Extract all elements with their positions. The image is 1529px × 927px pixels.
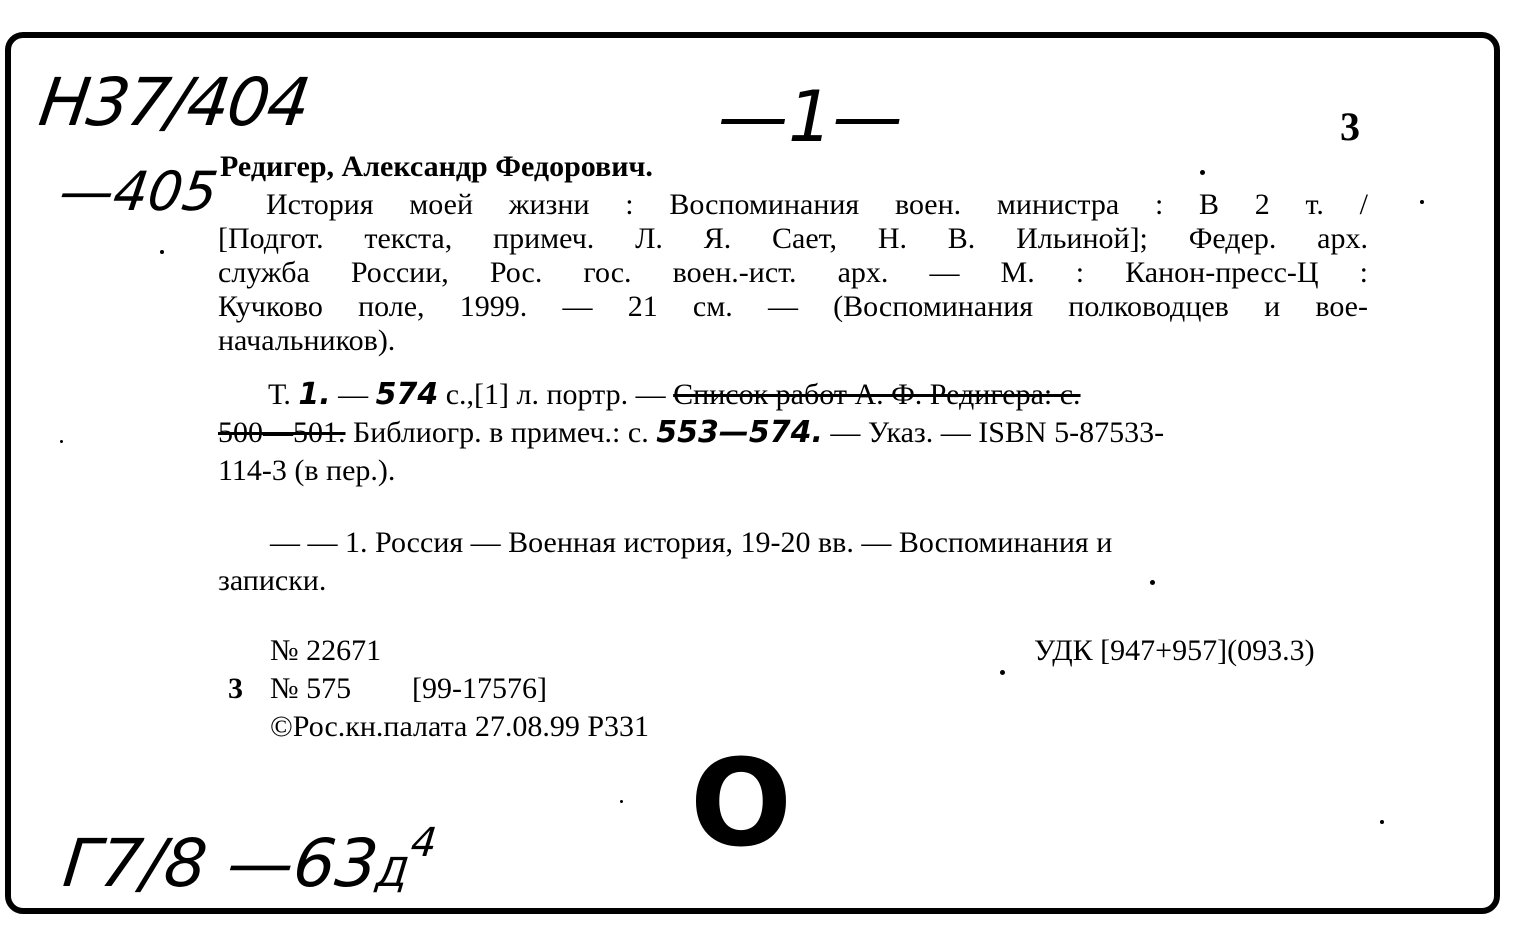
corner-number: 3 — [1340, 104, 1360, 149]
speck — [160, 250, 164, 254]
record-number-2-ref: [99-17576] — [412, 672, 547, 705]
title-line: История моей жизни : Воспоминания воен. министра : В 2 т. / — [266, 188, 1368, 221]
speck — [1000, 670, 1005, 675]
record-number-2: № 575 — [270, 672, 352, 705]
speck — [60, 440, 63, 443]
struck-text-2: 500—501. — [218, 416, 346, 449]
isbn-end: 114-3 — [218, 454, 287, 487]
handwritten-bottom-mark-sup: 4 — [408, 820, 439, 866]
speck — [1380, 820, 1384, 824]
handwritten-shelfmark-continuation: —405 — [55, 160, 222, 223]
speck — [1150, 580, 1155, 585]
udk-code: УДК [947+957](093.3) — [1034, 634, 1315, 667]
author-heading: Редигер, Александр Федорович. — [220, 150, 653, 183]
volume-pages-handwritten: 574 — [375, 377, 439, 412]
volume-line — [268, 378, 1081, 412]
handwritten-bottom-mark-main: Г7/8 —63 — [59, 825, 382, 902]
subject-line: — — 1. Россия — Военная история, 19-20 вв. — Воспоминания и — [270, 526, 1113, 559]
biblio-pages-handwritten: 553—574. — [656, 415, 823, 450]
title-line: [Подгот. текста, примеч. Л. Я. Сает, Н. В. Ильиной]; Федер. арх. — [218, 222, 1368, 255]
handwritten-card-number: —1— — [718, 76, 903, 158]
after-biblio: — Указ. — ISBN 5-87533- — [830, 416, 1165, 449]
volume-dash: — — [338, 378, 369, 411]
handwritten-circle: O — [690, 735, 793, 874]
volume-line-3 — [218, 454, 395, 488]
handwritten-bottom-mark-sub: Д — [374, 850, 411, 896]
handwritten-shelfmark: Н37/404 — [34, 64, 314, 141]
copyright-line: ©Рос.кн.палата 27.08.99 Р331 — [270, 710, 650, 743]
binding: (в пер.). — [294, 454, 396, 487]
handwritten-bottom-mark — [60, 820, 439, 902]
struck-text: Список работ А. Ф. Редигера: с. — [673, 378, 1081, 411]
biblio: Библиогр. в примеч.: с. — [353, 416, 649, 449]
record-number: № 22671 — [270, 634, 382, 667]
speck — [620, 800, 623, 803]
title-line: начальников). — [218, 324, 396, 357]
speck — [1420, 200, 1424, 204]
title-line: Кучково поле, 1999. — 21 см. — (Воспоминания полководцев и вое- — [218, 290, 1368, 323]
volume-number-handwritten: 1. — [298, 377, 331, 412]
volume-line-2 — [218, 416, 1164, 450]
volume-rest: с.,[1] л. портр. — — [445, 378, 666, 411]
copy-count: 3 — [228, 672, 243, 705]
subject-line: записки. — [218, 564, 327, 597]
speck — [1200, 170, 1205, 175]
title-line: служба России, Рос. гос. воен.-ист. арх. — М. : Канон-пресс-Ц : — [218, 256, 1368, 289]
volume-prefix: Т. — [268, 378, 291, 411]
